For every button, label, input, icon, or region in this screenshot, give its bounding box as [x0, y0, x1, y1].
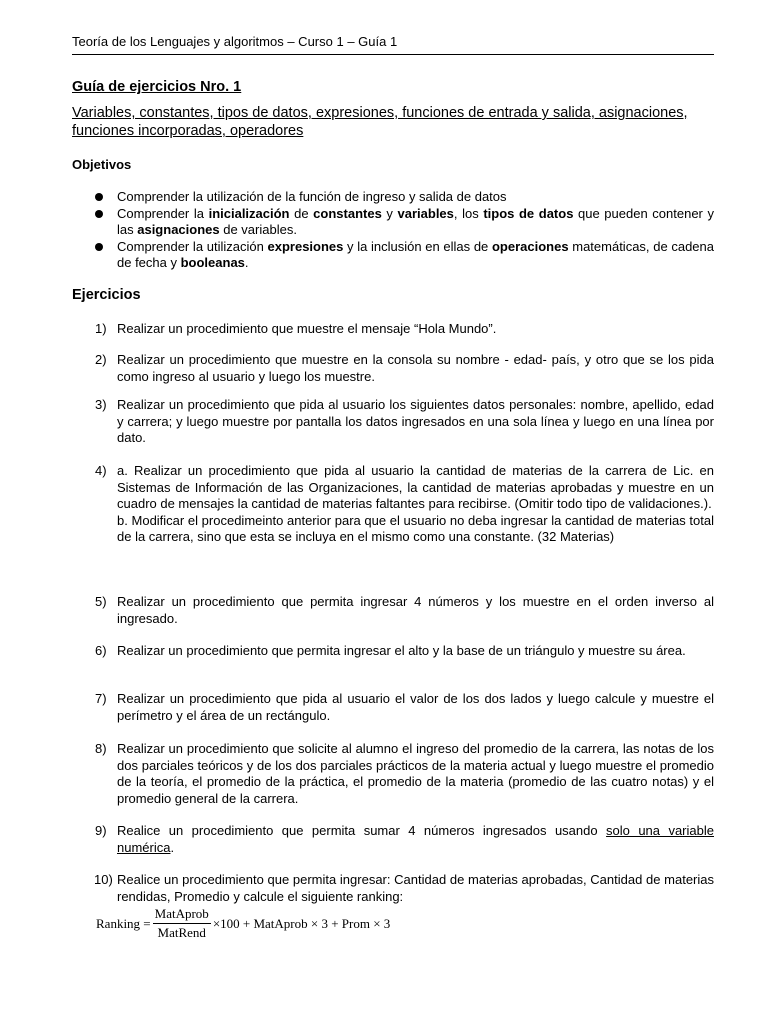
- exercise-item: [72, 823, 714, 856]
- exercise-text: Realizar un procedimiento que pida al usuario el valor de los dos lados y luego calcule y muestre el perímetro y el área de un rectángulo.: [117, 691, 714, 723]
- exercises-heading: Ejercicios: [72, 287, 141, 303]
- exercise-item: [72, 352, 714, 385]
- exercise-number: 4): [95, 463, 107, 478]
- objective-item: Comprender la inicialización de constantes y variables, los tipos de datos que pueden contener y las asignaciones de variables.: [72, 206, 714, 239]
- exercise-number: 9): [95, 823, 107, 838]
- exercise-item: [72, 643, 714, 660]
- exercise-number: 6): [95, 643, 107, 658]
- exercise-item: [72, 463, 714, 546]
- running-header: Teoría de los Lenguajes y algoritmos – Curso 1 – Guía 1: [72, 34, 714, 55]
- exercise-text: [117, 463, 714, 546]
- exercise-text: Realice un procedimiento que permita sumar 4 números ingresados usando solo una variable numérica.: [117, 823, 714, 855]
- exercise-number: 10): [94, 872, 113, 887]
- bullet-icon: [95, 193, 103, 201]
- exercise-text: Realizar un procedimiento que solicite al alumno el ingreso del promedio de la carrera, las notas de los dos parciales teóricos y de los dos parciales prácticos de la materia actual y luego muestre el promedio de la teoría, el promedio de la práctica, el promedio de la materia (promedio de las cuatro notas) y el promedio general de la carrera.: [117, 741, 714, 806]
- exercise-item: [72, 397, 714, 447]
- objectives-list: [72, 189, 714, 272]
- exercise-text: Realizar un procedimiento que permita ingresar 4 números y los muestre en el orden inverso al ingresado.: [117, 594, 714, 626]
- formula-fraction: [153, 906, 211, 941]
- guide-subtitle: Variables, constantes, tipos de datos, expresiones, funciones de entrada y salida, asignaciones, funciones incorporadas, operadores: [72, 105, 688, 139]
- objective-item: Comprender la utilización expresiones y la inclusión en ellas de operaciones matemáticas, de cadena de fecha y booleanas.: [72, 239, 714, 272]
- exercise-text: Realizar un procedimiento que muestre el mensaje “Hola Mundo”.: [117, 321, 497, 336]
- exercise-number: 3): [95, 397, 107, 412]
- exercise-number: 1): [95, 321, 107, 336]
- exercise-item: [72, 741, 714, 807]
- exercise-part-b: b. Modificar el procedimeinto anterior para que el usuario no deba ingresar la cantidad de materias total de la carrera, sino que esta se incluya en el mismo como una constante. (32 Materias): [117, 512, 714, 544]
- formula-rhs: ×100 + MatAprob × 3 + Prom × 3: [212, 915, 391, 931]
- exercise-item: [72, 594, 714, 627]
- exercise-text: Realizar un procedimiento que permita ingresar el alto y la base de un triángulo y muestre su área.: [117, 643, 686, 658]
- bullet-icon: [95, 210, 103, 218]
- formula-lhs: Ranking =: [96, 915, 151, 931]
- exercise-item: [72, 321, 714, 338]
- underlined-phrase: solo una variable numérica: [117, 823, 714, 855]
- exercise-item: [72, 691, 714, 724]
- formula-denominator: MatRend: [157, 925, 206, 940]
- bullet-icon: [95, 243, 103, 251]
- exercise-text: Realice un procedimiento que permita ingresar: Cantidad de materias aprobadas, Cantidad de materias rendidas, Promedio y calcule el siguiente ranking:: [117, 872, 714, 904]
- guide-title: Guía de ejercicios Nro. 1: [72, 79, 242, 95]
- exercise-number: 2): [95, 352, 107, 367]
- exercise-number: 5): [95, 594, 107, 609]
- exercise-number: 7): [95, 691, 107, 706]
- formula-numerator: MatAprob: [153, 906, 211, 924]
- exercise-item: [72, 872, 714, 905]
- exercise-text: Realizar un procedimiento que muestre en la consola su nombre - edad- país, y otro que se los pida como ingreso al usuario y luego los muestre.: [117, 352, 714, 384]
- exercise-number: 8): [95, 741, 107, 756]
- objectives-heading: Objetivos: [72, 157, 132, 172]
- exercise-part-a: a. Realizar un procedimiento que pida al usuario la cantidad de materias de la carrera de Lic. en Sistemas de Información de las Organizaciones, la cantidad de materias aprobadas y muestre en un cuadro de mensajes la cantidad de materias faltantes para recibirse. (Omitir todo tipo de validaciones.).: [117, 463, 714, 511]
- exercise-text: Realizar un procedimiento que pida al usuario los siguientes datos personales: nombre, apellido, edad y carrera; y luego muestre por pantalla los datos ingresados en una sola línea y luego en una línea por dato.: [117, 397, 714, 445]
- objective-item: Comprender la utilización de la función de ingreso y salida de datos: [72, 189, 714, 206]
- ranking-formula: [96, 906, 390, 941]
